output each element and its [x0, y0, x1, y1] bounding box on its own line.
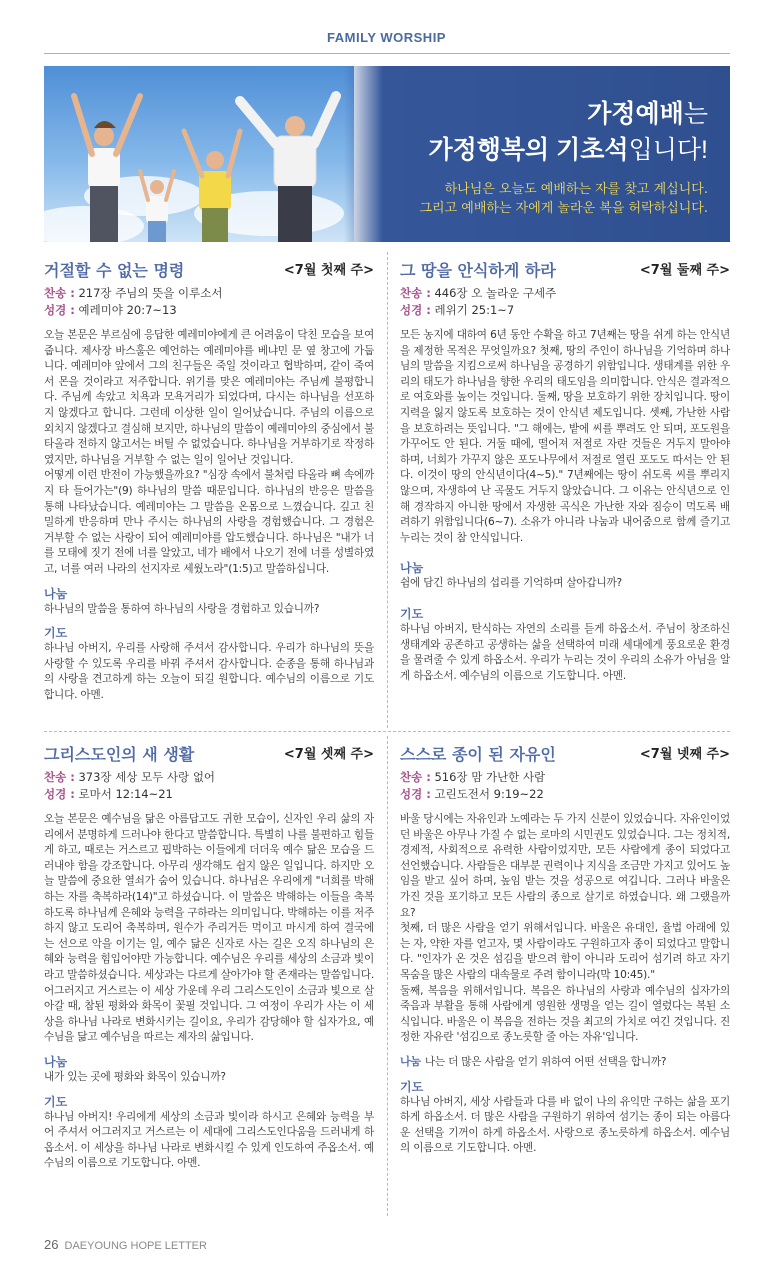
page-footer [44, 1237, 207, 1252]
header-rule [44, 53, 730, 54]
hero-banner [44, 66, 730, 242]
hymn-line: 찬송 : 373장 세상 모두 사랑 없어 [44, 770, 216, 784]
page-number: 26 [44, 1237, 59, 1252]
column-divider [387, 252, 388, 728]
column-divider [387, 736, 388, 1216]
devotion-body: 모든 농지에 대하여 6년 동안 수확을 하고 7년째는 땅을 쉬게 하는 안식년을 제정한 목적은 무엇일까요? 첫째, 땅의 주인이 하나님을 기억하며 하나님의 말씀을 지킴으로써 하나님을 공경하기 위함입니다. 생태계를 위한 우리의 태도가 하나님을 향한 우리의 태도임을 의미합니다. 안식은 결과적으로 여호와를 높이는 것입니다. 둘째, 땅을 보호하기 위한 장치입니다. 땅이 지력을 잃지 않도록 보호하는 것이 안식년 제도입니다. 셋째, 가난한 사람을 보호하려는 뜻입니다. "그 해에는, 밭에 씨를 뿌려도 안 되며, 포도원을 가꾸어도 안 된다. 거둘 때에, 떨어져 저절로 자란 것들은 거두지 말아야 하며, 너희가 가꾸지 않은 포도나무에서 저절로 열린 포도도 따서는 안 된다. 이것이 땅의 안식년이다(4~5)." 7년째에는 땅이 쉬도록 씨를 뿌리지 않으며, 자생하여 난 곡물도 거두지 않았습니다. 그 이유는 안식년으로 인해 경작하지 아니한 땅에서 자생한 곡식은 가난한 자와 짐승이 먹도록 배려하기 위함입니다(6~7). 소유가 아니라 나눔과 내어줌으로 함께 즐기고 누리는 것이 참 안식입니다. [400, 329, 730, 544]
sharing-heading: 나눔 [400, 561, 424, 576]
sharing-heading: 나눔 [44, 586, 68, 601]
sharing-heading: 나눔 [44, 1054, 68, 1069]
scripture-line: 성경 : 예레미야 20:7~13 [44, 303, 177, 317]
banner-headline-1: 가정예배는 [587, 100, 708, 128]
sharing-question: 하나님의 말씀을 통하여 하나님의 사랑을 경험하고 있습니까? [44, 602, 320, 615]
prayer-heading: 기도 [44, 626, 68, 641]
prayer-text: 하나님 아버지! 우리에게 세상의 소금과 빛이라 하시고 은혜와 능력을 부어 주셔서 어그러지고 거스르는 이 세대에 그리스도인다움을 드러내게 하옵소서. 이 세상을 하나님 나라로 변화시킬 수 있게 인도하여 주옵소서. 예수님의 이름으로 기도합니다. 아멘. [44, 1110, 374, 1170]
devotion-body: 오늘 본문은 부르심에 응답한 예레미야에게 큰 어려움이 닥친 모습을 보여 줍니다. 제사장 바스훌은 예언하는 예레미야를 베냐민 문 옆 창고에 가둡니다. 예레미야 앞에서 그의 친구들은 죽일 것이라고 협박하며, 같이 죽여서 몬을 것이라고 저주합니다. 위기를 맞은 예레미야는 주님께 불평합니다. 주님께 속았고 치욕과 모욕거리가 되었다며, 다시는 하나님을 선포하지 않겠다고 합니다. 그런데 이상한 일이 일어났습니다. 주님의 이름으로 외치지 않겠다고 결심해 보지만, 하나님의 말씀이 예레미야의 중심에서 불타올라 전하지 않고서는 버틸 수 없었습니다. 하나님을 거부하기로 작정하였지만, 하나님을 거부할 수 없는 일이 일어난 것입니다. 어떻게 이런 반전이 가능했을까요? "심장 속에서 불처럼 타올라 뼈 속에까지 타 들어가는"(9) 하나님의 말씀 때문입니다. 하나님의 반응은 말씀을 통해 나타났습니다. 예레미야는 그 말씀을 온몸으로 느꼈습니다. 깊고 친밀하게 반응하며 만나 주시는 하나님의 사랑을 경험했습니다. 그 경험은 거부할 수 없는 사랑이 되어 예레미야를 압도했습니다. 하나님은 "내가 너를 모태에 짓기 전에 너를 알았고, 네가 배에서 나오기 전에 너를 성별하였고, 너를 여러 나라의 선지자로 세웠노라"(1:5)고 말씀하십니다. [44, 329, 374, 575]
scripture-line: 성경 : 고린도전서 9:19~22 [400, 787, 544, 801]
devotion-body: 오늘 본문은 예수님을 닮은 아름답고도 귀한 모습이, 신자인 우리 삶의 자리에서 분명하게 드러나야 한다고 말씀합니다. 특별히 나를 불편하고 힘들게 하고, 때로는 거스르고 핍박하는 이들에게 더더욱 예수 닮은 모습을 드러내야 함을 강조합니다. 아무리 생각해도 쉽지 않은 일입니다. 하지만 오늘 말씀에 중요한 열쇠가 숨어 있습니다. 하나님은 우리에게 "너희를 박해하는 자를 축복하라(14)"고 하셨습니다. 이 말씀은 박해하는 이들을 축복하도록 하나님께 은혜와 능력을 구하라는 의미입니다. 박해하는 이를 저주하지 않고 도리어 축복하며, 원수가 주리거든 먹이고 마시게 하여 결국에는 선으로 악을 이기는 일, 예수 닮은 신자로 사는 길은 오직 하나님의 은혜와 능력을 힘입어야만 가능합니다. 예수님은 우리를 세상의 소금과 빛이라고 말씀하셨습니다. 세상과는 다르게 살아가야 할 존재라는 말씀입니다. 어그러지고 거스르는 이 세상 가운데 우리 그리스도인이 소금과 빛으로 살아갈 때, 참된 평화와 화목이 꽃필 것입니다. 그 여정이 우리가 사는 이 세상을 하나님 나라로 변화시키는 길이요, 우리가 감당해야 할 십자가요, 예수님을 닮고 예수님을 따르는 제자의 삶입니다. [44, 813, 374, 1044]
prayer-text: 하나님 아버지, 우리를 사랑해 주셔서 감사합니다. 우리가 하나님의 뜻을 사랑할 수 있도록 우리를 바꿔 주셔서 감사합니다. 순종을 통해 하나님과의 사랑을 견고하게 하는 오늘이 되길 원합니다. 예수님의 이름으로 기도합니다. 아멘. [44, 642, 374, 701]
section-title: 거절할 수 없는 명령 [44, 261, 185, 280]
devotion-week-4 [400, 742, 730, 1157]
devotion-week-2 [400, 258, 730, 684]
week-label: <7월 첫째 주> [283, 263, 374, 278]
prayer-heading: 기도 [400, 1079, 424, 1094]
devotion-body: 바울 당시에는 자유인과 노예라는 두 가지 신분이 있었습니다. 자유인이었던 바울은 아무나 가질 수 없는 로마의 시민권도 있었습니다. 그는 정치적, 경제적, 사회적으로 유력한 사람이었지만, 모든 사람에게 종이 되었다고 선언했습니다. 사람들은 대부분 권력이나 지식을 조금만 가지고 있어도 높임을 받고 싶어 하며, 높임 받는 것을 성공으로 여깁니다. 그러나 바울은 가진 것을 포기하고 모든 사람의 종으로 살기로 하였습니다. 왜 그랬을까요? 첫째, 더 많은 사람을 얻기 위해서입니다. 바울은 유대인, 율법 아래에 있는 자, 약한 자를 얻고자, 몇 사람이라도 구원하고자 종이 되었다고 말합니다. "인자가 온 것은 섬김을 받으려 함이 아니라 도리어 섬기려 하고 자기 목숨을 많은 사람의 대속물로 주려 함이니라(막 10:45)." 둘째, 복음을 위해서입니다. 복음은 하나님의 사랑과 예수님의 십자가의 죽음과 부활을 통해 사람에게 영원한 생명을 얻는 길이 열렸다는 복된 소식입니다. 바울은 이 복음을 전하는 것을 최고의 가치로 여긴 것입니다. 진정한 자유란 '섬김으로 종노릇할 줄 아는 자유'입니다. [400, 813, 730, 1044]
banner-subline-2: 그리고 예배하는 자에게 놀라운 복을 허락하십니다. [419, 201, 708, 216]
hymn-line: 찬송 : 446장 오 놀라운 구세주 [400, 286, 557, 300]
row-divider [44, 731, 730, 732]
sharing-heading: 나눔 [400, 1054, 421, 1068]
sharing-question: 내가 있는 곳에 평화와 화목이 있습니까? [44, 1070, 226, 1083]
prayer-heading: 기도 [400, 606, 424, 621]
sharing-question: 나는 더 많은 사람을 얻기 위하여 어떤 선택을 합니까? [424, 1055, 667, 1068]
section-title: 그리스도인의 새 생활 [44, 745, 195, 764]
hymn-line: 찬송 : 217장 주님의 뜻을 이루소서 [44, 286, 223, 300]
banner-subline-1: 하나님은 오늘도 예배하는 자를 찾고 계십니다. [444, 182, 708, 197]
prayer-heading: 기도 [44, 1094, 68, 1109]
sharing-line [400, 1054, 730, 1071]
publication-name: DAEYOUNG HOPE LETTER [64, 1240, 207, 1252]
devotion-week-1 [44, 258, 374, 703]
scripture-line: 성경 : 레위기 25:1~7 [400, 303, 515, 317]
banner-text-panel [344, 66, 730, 242]
week-label: <7월 둘째 주> [639, 263, 730, 278]
sharing-question: 쉼에 담긴 하나님의 섭리를 기억하며 살아갑니까? [400, 577, 622, 590]
banner-headline-2: 가정행복의 기초석입니다! [428, 136, 708, 164]
week-label: <7월 넷째 주> [639, 747, 730, 762]
section-title: 그 땅을 안식하게 하라 [400, 261, 556, 280]
family-worship-photo [44, 66, 354, 242]
section-title: 스스로 종이 된 자유인 [400, 745, 556, 764]
prayer-text: 하나님 아버지, 세상 사람들과 다를 바 없이 나의 유익만 구하는 삶을 포기하게 하옵소서. 더 많은 사람을 구원하기 위하여 섬기는 종이 되는 아름다운 선택을 기꺼이 하게 하옵소서. 사랑으로 종노릇하게 하옵소서. 예수님의 이름으로 기도합니다. 아멘. [400, 1095, 730, 1155]
week-label: <7월 셋째 주> [283, 747, 374, 762]
devotion-week-3 [44, 742, 374, 1172]
prayer-text: 하나님 아버지, 탄식하는 자연의 소리를 듣게 하옵소서. 주님이 창조하신 생태계와 공존하고 공생하는 삶을 선택하여 미래 세대에게 풍요로운 환경을 물려줄 수 있게 하옵소서. 우리가 누리는 것이 우리의 소유가 아님을 알게 하옵소서. 예수님의 이름으로 기도합니다. 아멘. [400, 622, 730, 682]
family-silhouette-icon [44, 66, 354, 242]
scripture-line: 성경 : 로마서 12:14~21 [44, 787, 173, 801]
hymn-line: 찬송 : 516장 맘 가난한 사람 [400, 770, 546, 784]
header-title: FAMILY WORSHIP [327, 30, 446, 45]
